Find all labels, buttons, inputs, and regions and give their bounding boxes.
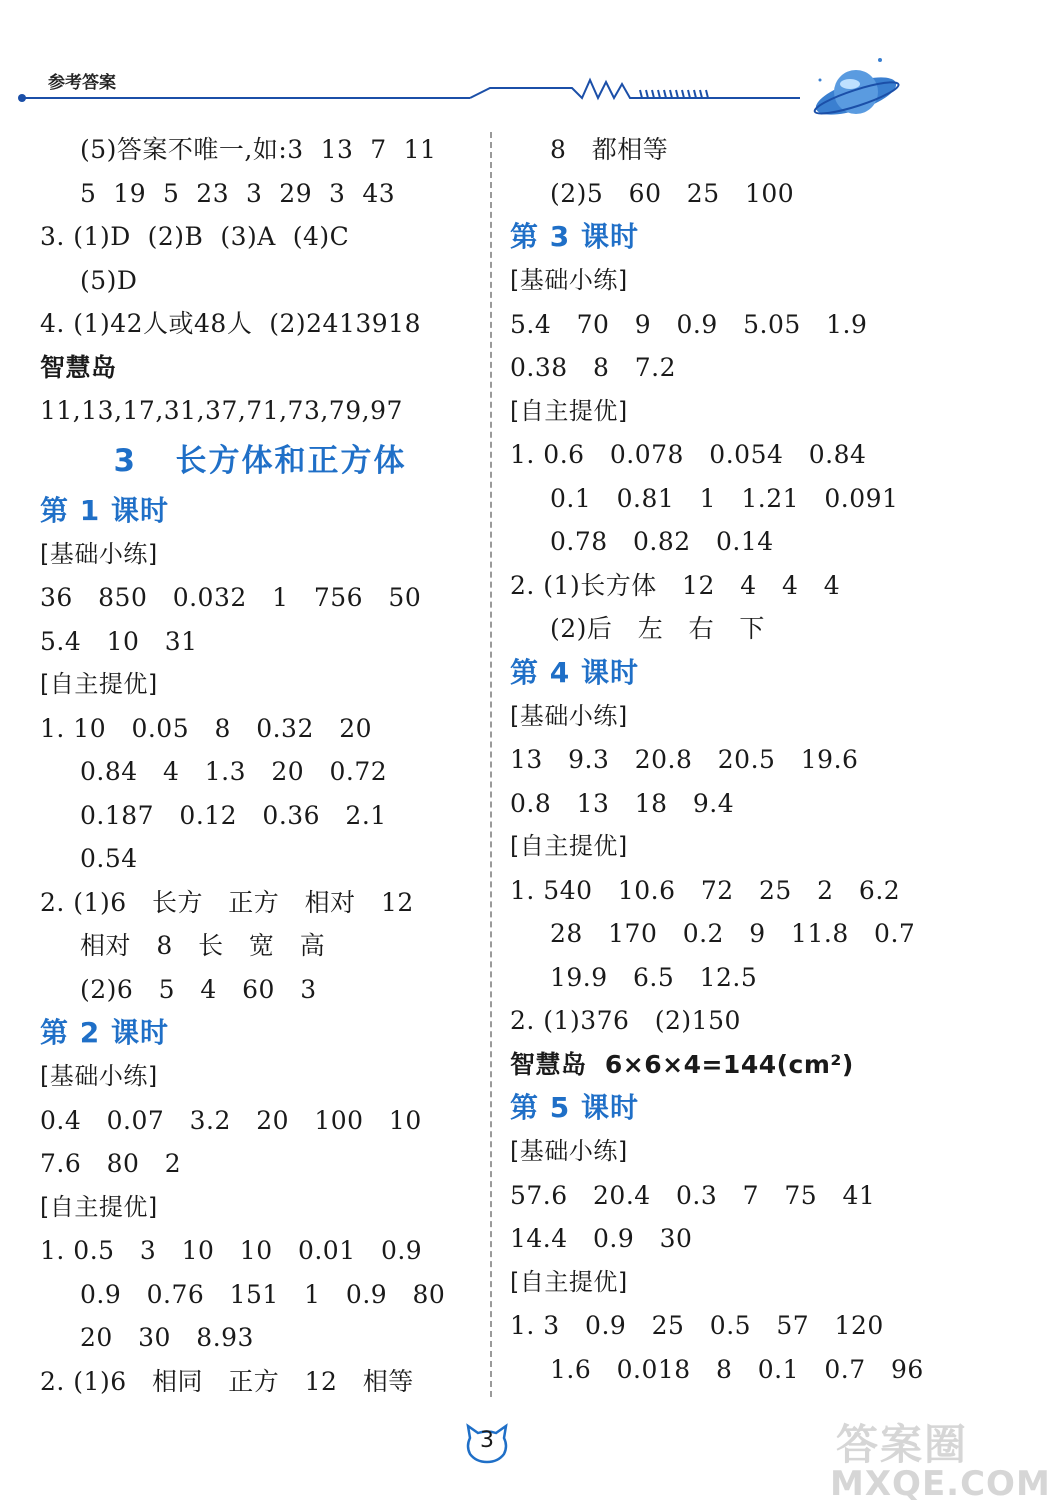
answer-line: 57.6 20.4 0.3 7 75 41 <box>510 1180 876 1210</box>
answer-line: 1.6 0.018 8 0.1 0.7 96 <box>550 1354 924 1384</box>
left-column <box>40 128 480 1403</box>
page-header <box>0 0 1000 130</box>
column-divider <box>490 132 492 1397</box>
header-title: 参考答案 <box>48 73 116 93</box>
answer-line: 0.1 0.81 1 1.21 0.091 <box>550 483 899 513</box>
subsection-label: [自主提优] <box>510 1267 628 1296</box>
subsection-label: [基础小练] <box>510 266 628 294</box>
answer-line: 0.38 8 7.2 <box>510 353 677 382</box>
chapter-heading: 3 长方体和正方体 <box>113 442 407 479</box>
answer-line: 11,13,17,31,37,71,73,79,97 <box>40 396 403 425</box>
section-heading: 第 5 课时 <box>510 1091 639 1124</box>
answer-line: 0.84 4 1.3 20 0.72 <box>80 757 388 786</box>
answer-line: 20 30 8.93 <box>80 1323 254 1352</box>
section-heading: 第 1 课时 <box>40 493 169 527</box>
page-number-badge <box>464 1424 510 1464</box>
answer-line: 1. 0.6 0.078 0.054 0.84 <box>510 440 867 469</box>
answer-line: 1. 10 0.05 8 0.32 20 <box>40 713 373 743</box>
subsection-label: [基础小练] <box>40 539 158 568</box>
answer-line: 7.6 80 2 <box>40 1149 182 1178</box>
answer-line: 0.8 13 18 9.4 <box>510 788 735 818</box>
answer-line: 0.54 <box>80 844 138 873</box>
answer-line: 19.9 6.5 12.5 <box>550 962 758 992</box>
answer-line: 1. 0.5 3 10 10 0.01 0.9 <box>40 1236 423 1265</box>
answer-line: (2)6 5 4 60 3 <box>80 974 317 1004</box>
right-column <box>510 128 980 1391</box>
watermark-title: 答案圈 <box>836 1420 969 1469</box>
subsection-label: [基础小练] <box>510 1137 628 1165</box>
section-heading: 第 2 课时 <box>40 1016 169 1049</box>
answer-line: (2)后 左 右 下 <box>550 614 765 643</box>
page-number: 3 <box>480 1428 494 1453</box>
answer-line: 1. 540 10.6 72 25 2 6.2 <box>510 875 901 905</box>
answer-line: 0.9 0.76 151 1 0.9 80 <box>80 1279 446 1309</box>
answer-line: 8 都相等 <box>550 135 669 164</box>
answer-line: (2)5 60 25 100 <box>550 178 795 208</box>
subsection-label: [自主提优] <box>510 396 628 425</box>
answer-line: 0.78 0.82 0.14 <box>550 527 774 556</box>
answer-line: 0.187 0.12 0.36 2.1 <box>80 800 387 830</box>
answer-line: 智慧岛 <box>40 352 117 382</box>
answer-line: 相对 8 长 宽 高 <box>80 931 326 960</box>
answer-line: (5)答案不唯一,如:3 13 7 11 <box>80 135 437 164</box>
answer-line: 0.4 0.07 3.2 20 100 10 <box>40 1105 422 1135</box>
answer-line: 2. (1)376 (2)150 <box>510 1006 741 1035</box>
answer-line: 智慧岛 6×6×4=144(cm²) <box>510 1049 854 1079</box>
answer-line: 2. (1)6 相同 正方 12 相等 <box>40 1366 414 1396</box>
answer-line: 2. (1)长方体 12 4 4 4 <box>510 570 841 600</box>
answer-line: (5)D <box>80 265 138 295</box>
answer-line: 14.4 0.9 30 <box>510 1224 693 1253</box>
subsection-label: [基础小练] <box>40 1062 158 1090</box>
subsection-label: [自主提优] <box>510 832 628 860</box>
watermark <box>830 1412 1051 1510</box>
answer-line: 5.4 70 9 0.9 5.05 1.9 <box>510 309 868 339</box>
answer-line: 3. (1)D (2)B (3)A (4)C <box>40 222 350 251</box>
answer-line: 5 19 5 23 3 29 3 43 <box>80 178 396 208</box>
section-heading: 第 4 课时 <box>510 655 639 689</box>
answer-line: 1. 3 0.9 25 0.5 57 120 <box>510 1311 884 1340</box>
answer-line: 36 850 0.032 1 756 50 <box>40 583 422 612</box>
answer-line: 4. (1)42人或48人 (2)2413918 <box>40 309 421 338</box>
watermark-url: MXQE.COM <box>830 1464 1051 1504</box>
answer-line: 13 9.3 20.8 20.5 19.6 <box>510 745 859 774</box>
subsection-label: [基础小练] <box>510 701 628 730</box>
header-decoration <box>0 0 1000 130</box>
answer-line: 28 170 0.2 9 11.8 0.7 <box>550 919 916 948</box>
answer-line: 5.4 10 31 <box>40 626 198 656</box>
planet-icon <box>812 58 901 122</box>
answer-line: 2. (1)6 长方 正方 相对 12 <box>40 887 414 917</box>
subsection-label: [自主提优] <box>40 1192 158 1221</box>
section-heading: 第 3 课时 <box>510 220 639 253</box>
subsection-label: [自主提优] <box>40 670 158 698</box>
